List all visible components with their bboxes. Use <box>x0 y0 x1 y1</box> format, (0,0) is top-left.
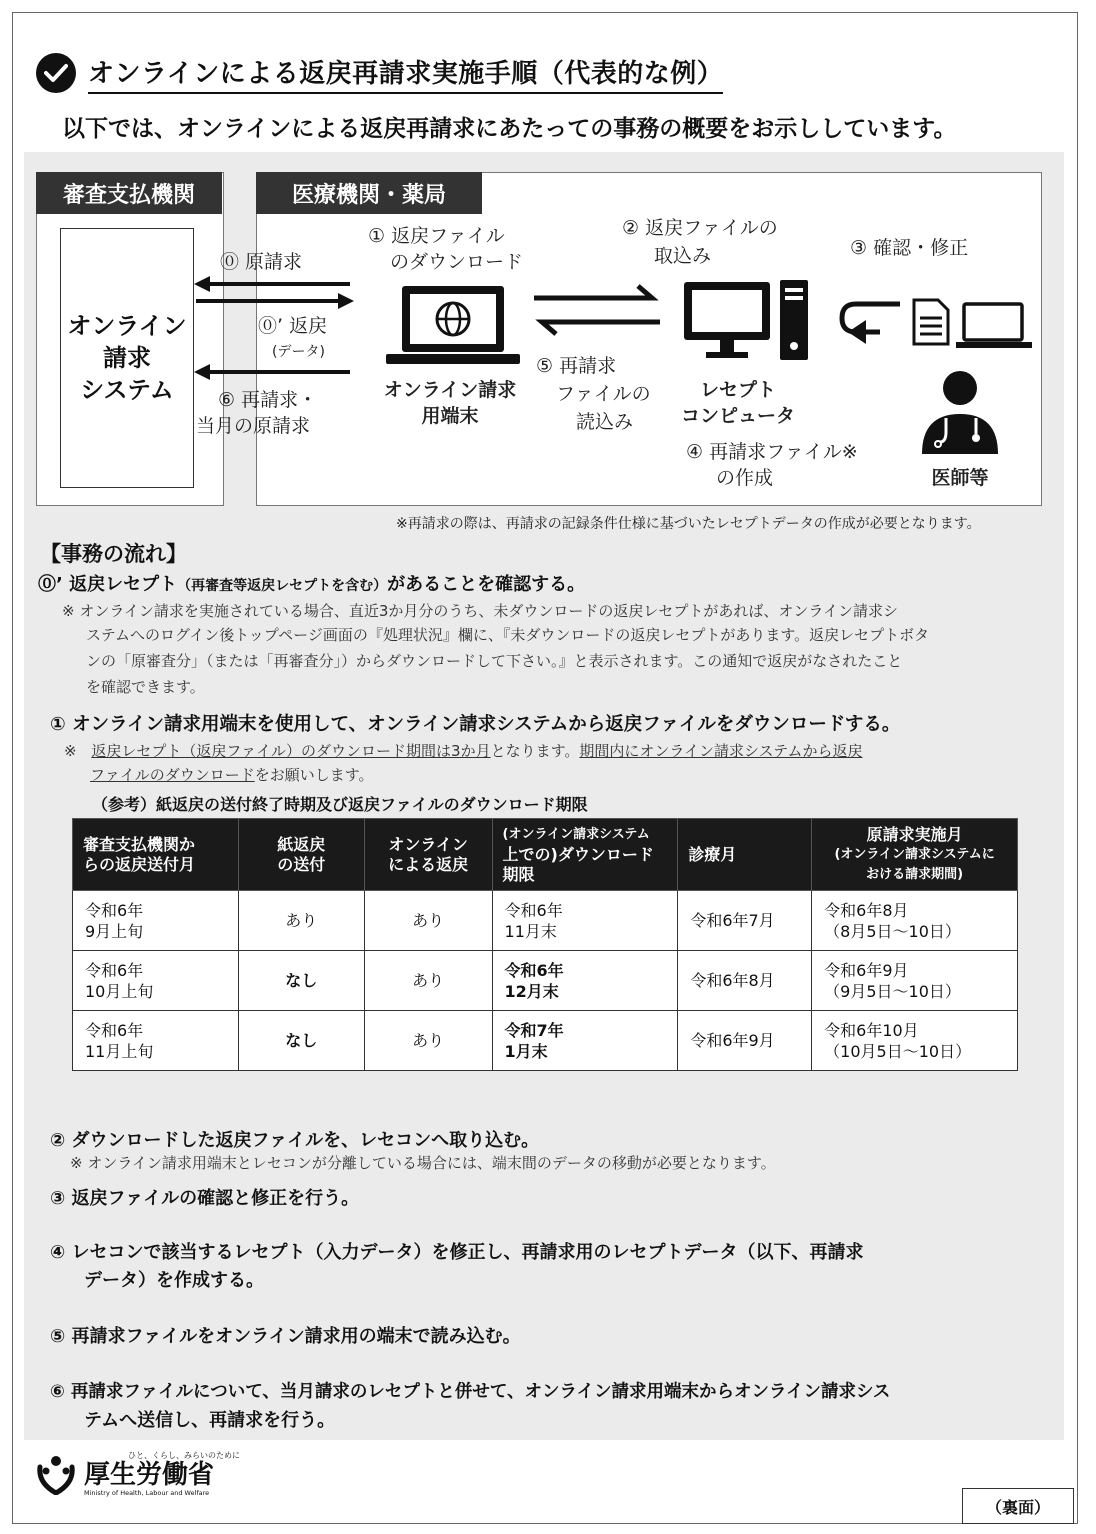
table-cell: 令和6年10月 （10月5日～10日） <box>812 1011 1018 1071</box>
flow-title: 【事務の流れ】 <box>40 542 187 566</box>
page-subtitle: 以下では、オンラインによる返戻再請求にあたっての事務の概要をお示ししています。 <box>62 116 957 142</box>
step0-heading <box>38 570 585 596</box>
back-side-label: （裏面） <box>962 1488 1074 1524</box>
step5-label-2: ファイルの <box>556 383 651 405</box>
arrow-0p-label: ⓪’ 返戻 <box>258 315 328 337</box>
step2-heading: ② ダウンロードした返戻ファイルを、レセコンへ取り込む。 <box>50 1130 540 1151</box>
check-circle-icon <box>36 53 76 93</box>
arrow-0-label: ⓪ 原請求 <box>220 251 303 273</box>
table-row <box>73 951 1018 1011</box>
th-download-deadline: (オンライン請求システム 上での)ダウンロード 期限 <box>492 819 678 891</box>
desktop-computer-icon <box>684 278 812 364</box>
step1-label-1: ① 返戻ファイル <box>368 225 505 247</box>
table-row <box>73 891 1018 951</box>
step3-label: ③ 確認・修正 <box>850 237 969 259</box>
step1-note-t1: となります。 <box>490 742 580 760</box>
arrow-0p-sub: (データ) <box>272 344 325 360</box>
th-original-claim-month: 原請求実施月 (オンライン請求システムに おける請求期間) <box>812 819 1018 891</box>
th-send-month: 審査支払機関か らの返戻送付月 <box>73 819 239 891</box>
system-line-3: システム <box>80 376 174 404</box>
table-cell: 令和6年8月 （8月5日～10日） <box>812 891 1018 951</box>
provider-label: 医療機関・薬局 <box>256 172 482 214</box>
double-arrow-icon <box>530 284 664 336</box>
step1-note-u3: ファイルのダウンロード <box>90 766 255 784</box>
step0-note-2: ステムへのログイン後トップページ画面の『処理状況』欄に、『未ダウンロードの返戻レセプトがあります。返戻レセプトボタ <box>86 626 930 644</box>
step1-note-u2: 期間内にオンライン請求システムから返戻 <box>579 742 863 760</box>
table-cell: 令和6年8月 <box>678 951 812 1011</box>
arrow-6-label-1: ⑥ 再請求・ <box>218 389 318 411</box>
step1-note-t2: をお願いします。 <box>254 766 374 784</box>
step4-label-2: の作成 <box>716 467 774 489</box>
step2-note: ※ オンライン請求用端末とレセコンが分離している場合には、端末間のデータの移動が必要となります。 <box>70 1154 776 1172</box>
table-cell: 令和6年9月 （9月5日～10日） <box>812 951 1018 1011</box>
recon-label-1: レセプト <box>699 379 776 401</box>
table-row <box>73 1011 1018 1071</box>
mhlw-emblem-icon <box>36 1453 76 1495</box>
step1-note-1 <box>64 740 862 762</box>
table-cell: 令和6年9月 <box>678 1011 812 1071</box>
step0-head-c: があることを確認する。 <box>387 574 586 595</box>
table-cell: なし <box>238 1011 364 1071</box>
payer-label: 審査支払機関 <box>36 172 222 214</box>
diagram-note: ※再請求の際は、再請求の記録条件仕様に基づいたレセプトデータの作成が必要となります。 <box>396 516 981 532</box>
step5-label-1: ⑤ 再請求 <box>536 355 617 377</box>
table-cell: 令和6年 12月末 <box>492 951 678 1011</box>
logo-tagline: ひと、くらし、みらいのために <box>128 1451 240 1460</box>
system-line-1: オンライン <box>67 312 187 340</box>
table-cell: 令和6年 11月上旬 <box>73 1011 239 1071</box>
arrow-6-label-2: 当月の原請求 <box>196 415 311 437</box>
table-cell: あり <box>364 891 492 951</box>
step6-heading-2: テムへ送信し、再請求を行う。 <box>84 1410 336 1431</box>
table-cell: 令和6年 10月上旬 <box>73 951 239 1011</box>
recon-label-2: コンピュータ <box>680 405 795 427</box>
step0-head-b: （再審査等返戻レセプトを含む） <box>177 578 388 594</box>
step5-heading: ⑤ 再請求ファイルをオンライン請求用の端末で読み込む。 <box>50 1326 521 1347</box>
table-cell: なし <box>238 951 364 1011</box>
step5-label-3: 読込み <box>576 411 634 433</box>
laptop-globe-icon <box>386 282 520 368</box>
terminal-label-2: 用端末 <box>421 405 479 427</box>
th-treatment-month: 診療月 <box>678 819 812 891</box>
doctor-icon <box>918 370 1002 456</box>
step1-heading: ① オンライン請求用端末を使用して、オンライン請求システムから返戻ファイルをダウンロードする。 <box>50 714 901 735</box>
mhlw-logo <box>36 1450 240 1497</box>
step2-label-2: 取込み <box>654 245 712 267</box>
title-row <box>36 50 723 96</box>
step1-note-2 <box>90 764 374 786</box>
step0-note-4: を確認できます。 <box>86 678 205 696</box>
table-cell: 令和6年 9月上旬 <box>73 891 239 951</box>
table-cell: 令和7年 1月末 <box>492 1011 678 1071</box>
step3-heading: ③ 返戻ファイルの確認と修正を行う。 <box>50 1188 360 1209</box>
reference-title: （参考）紙返戻の送付終了時期及び返戻ファイルのダウンロード期限 <box>92 795 588 814</box>
online-system-box <box>60 228 194 488</box>
table-cell: 令和6年 11月末 <box>492 891 678 951</box>
step0-head-a: ⓪’ 返戻レセプト <box>38 574 178 595</box>
step4-label-1: ④ 再請求ファイル※ <box>686 441 858 463</box>
th-online-return: オンライン による返戻 <box>364 819 492 891</box>
th-paper-return: 紙返戻 の送付 <box>238 819 364 891</box>
doctor-label: 医師等 <box>931 467 989 489</box>
download-period-table <box>72 818 1018 1071</box>
table-header-row <box>73 819 1018 891</box>
system-line-2: 請求 <box>103 344 151 372</box>
step1-note-u1: 返戻レセプト（返戻ファイル）のダウンロード期間は3か月 <box>91 742 491 760</box>
step0-note-1: ※ オンライン請求を実施されている場合、直近3か月分のうち、未ダウンロードの返戻レセプトがあれば、オンライン請求シ <box>62 602 898 620</box>
table-cell: あり <box>364 951 492 1011</box>
table-cell: あり <box>364 1011 492 1071</box>
step4-heading-1: ④ レセコンで該当するレセプト（入力データ）を修正し、再請求用のレセプトデータ（以下、再請求 <box>50 1242 864 1263</box>
step4-heading-2: データ）を作成する。 <box>84 1270 264 1291</box>
step6-heading-1: ⑥ 再請求ファイルについて、当月請求のレセプトと併せて、オンライン請求用端末からオンライン請求シス <box>50 1382 891 1402</box>
table-cell: 令和6年7月 <box>678 891 812 951</box>
step2-label-1: ② 返戻ファイルの <box>622 217 778 239</box>
step1-note-mark: ※ <box>64 742 77 760</box>
logo-english: Ministry of Health, Labour and Welfare <box>84 1489 210 1497</box>
step0-note-3: ンの「原審査分」（または「再審査分」）からダウンロードして下さい。』と表示されます。この通知で返戻がなされたこと <box>86 652 903 670</box>
logo-name: 厚生労働省 <box>84 1460 215 1490</box>
page-title: オンラインによる返戻再請求実施手順（代表的な例） <box>88 53 723 94</box>
step1-label-2: のダウンロード <box>390 251 524 273</box>
table-cell: あり <box>238 891 364 951</box>
edit-tools-icon <box>836 294 1036 356</box>
terminal-label-1: オンライン請求 <box>383 379 517 401</box>
